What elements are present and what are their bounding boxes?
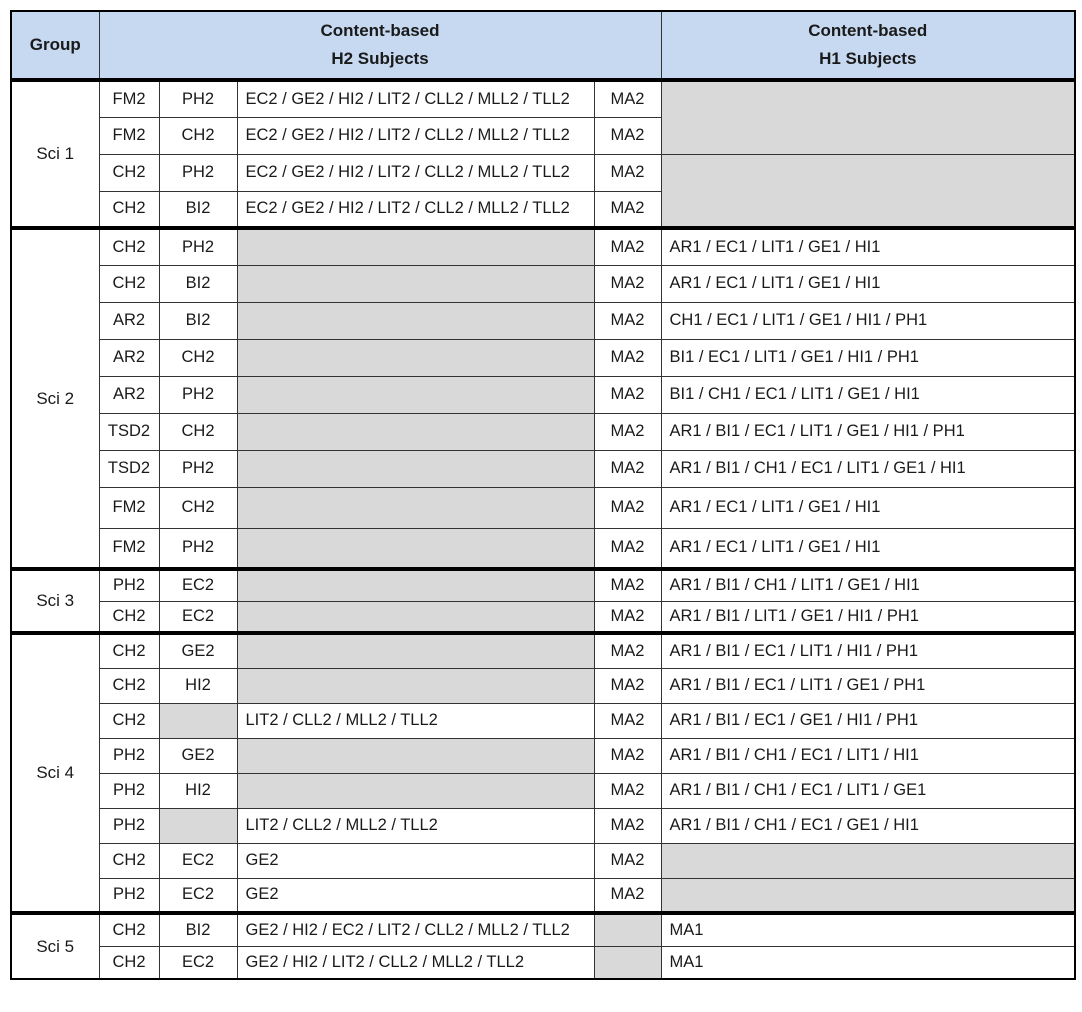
h2-subject-cell: MA2 [594,601,661,633]
h2-subject-cell [594,946,661,979]
table-row [11,738,1075,773]
h2-subject-cell: BI2 [159,265,237,302]
h1-subject-cell: BI1 / EC1 / LIT1 / GE1 / HI1 / PH1 [661,339,1075,376]
h2-subject-cell [159,703,237,738]
h2-subject-cell: MA2 [594,265,661,302]
h2-subject-cell: CH2 [99,913,159,946]
h2-subject-cell: CH2 [99,843,159,878]
h2-subject-cell: BI2 [159,302,237,339]
h1-subject-cell: CH1 / EC1 / LIT1 / GE1 / HI1 / PH1 [661,302,1075,339]
h2-subject-cell [237,569,594,601]
h2-subject-cell [594,913,661,946]
h2-subject-cell: CH2 [159,117,237,154]
h1-subject-cell: AR1 / BI1 / CH1 / EC1 / GE1 / HI1 [661,808,1075,843]
table-row [11,376,1075,413]
h1-subject-cell: AR1 / BI1 / EC1 / LIT1 / GE1 / PH1 [661,668,1075,703]
h2-subject-cell: AR2 [99,339,159,376]
group-label: Sci 5 [11,913,99,979]
h2-subject-cell [237,228,594,265]
table-row [11,946,1075,979]
h2-subject-cell: FM2 [99,528,159,569]
h2-subject-cell: PH2 [99,878,159,913]
table-row [11,668,1075,703]
h2-subject-cell: GE2 [237,878,594,913]
h2-subject-cell: EC2 / GE2 / HI2 / LIT2 / CLL2 / MLL2 / TLL2 [237,191,594,228]
table-row [11,569,1075,601]
h2-subject-cell: MA2 [594,808,661,843]
table-row [11,913,1075,946]
h2-subject-cell [237,376,594,413]
table-row [11,80,1075,117]
table-row [11,808,1075,843]
h2-subject-cell: GE2 / HI2 / LIT2 / CLL2 / MLL2 / TLL2 [237,946,594,979]
header-h1-subjects: Content-based H1 Subjects [661,11,1075,80]
table-row [11,450,1075,487]
h2-subject-cell: AR2 [99,376,159,413]
h2-subject-cell: MA2 [594,376,661,413]
h2-subject-cell: GE2 [159,633,237,668]
h2-subject-cell [237,528,594,569]
h2-subject-cell: MA2 [594,633,661,668]
h2-subject-cell: CH2 [99,191,159,228]
h2-subject-cell: EC2 / GE2 / HI2 / LIT2 / CLL2 / MLL2 / TLL2 [237,117,594,154]
h2-subject-cell: EC2 [159,946,237,979]
h2-subject-cell: MA2 [594,569,661,601]
h2-subject-cell: HI2 [159,773,237,808]
h1-subject-cell: AR1 / BI1 / EC1 / GE1 / HI1 / PH1 [661,703,1075,738]
h2-subject-cell: MA2 [594,339,661,376]
group-label: Sci 3 [11,569,99,633]
table-row [11,633,1075,668]
h1-subject-cell: AR1 / BI1 / LIT1 / GE1 / HI1 / PH1 [661,601,1075,633]
h1-subject-cell [661,843,1075,878]
h2-subject-cell: CH2 [159,339,237,376]
h2-subject-cell [237,265,594,302]
h2-subject-cell: PH2 [159,154,237,191]
h1-subject-cell: AR1 / BI1 / CH1 / EC1 / LIT1 / GE1 / HI1 [661,450,1075,487]
h2-subject-cell: EC2 [159,878,237,913]
h2-subject-cell: CH2 [99,154,159,191]
table-row [11,413,1075,450]
table-row [11,773,1075,808]
table-row [11,703,1075,738]
h2-subject-cell: HI2 [159,668,237,703]
h2-subject-cell: PH2 [159,450,237,487]
h2-subject-cell: GE2 / HI2 / EC2 / LIT2 / CLL2 / MLL2 / TLL2 [237,913,594,946]
h2-subject-cell: CH2 [99,946,159,979]
h2-subject-cell: PH2 [159,528,237,569]
h2-subject-cell: MA2 [594,450,661,487]
h2-subject-cell: MA2 [594,703,661,738]
table-row [11,228,1075,265]
table-body [11,80,1075,979]
header-h2-subjects: Content-based H2 Subjects [99,11,661,80]
h2-subject-cell [237,450,594,487]
table-row [11,154,1075,191]
h2-subject-cell [237,339,594,376]
h1-subject-cell: MA1 [661,946,1075,979]
h2-subject-cell [237,738,594,773]
h2-subject-cell: TSD2 [99,450,159,487]
subject-combinations-table [10,10,1076,980]
group-label: Sci 4 [11,633,99,913]
h2-subject-cell: PH2 [159,376,237,413]
h2-subject-cell: EC2 [159,569,237,601]
table-row [11,265,1075,302]
h2-subject-cell: PH2 [159,228,237,265]
h2-subject-cell: LIT2 / CLL2 / MLL2 / TLL2 [237,808,594,843]
h2-subject-cell: MA2 [594,528,661,569]
h2-subject-cell: CH2 [99,703,159,738]
table-row [11,601,1075,633]
h1-subject-cell: MA1 [661,913,1075,946]
h1-subject-cell: AR1 / EC1 / LIT1 / GE1 / HI1 [661,487,1075,528]
h2-subject-cell: MA2 [594,154,661,191]
h2-subject-cell: PH2 [99,808,159,843]
h2-subject-cell: MA2 [594,738,661,773]
h2-subject-cell [159,808,237,843]
table-row [11,878,1075,913]
h2-subject-cell: PH2 [99,773,159,808]
h2-subject-cell: MA2 [594,878,661,913]
h2-subject-cell: PH2 [159,80,237,117]
group-label: Sci 2 [11,228,99,569]
h2-subject-cell: MA2 [594,413,661,450]
h2-subject-cell: MA2 [594,843,661,878]
h2-subject-cell: MA2 [594,228,661,265]
h1-subject-cell: BI1 / CH1 / EC1 / LIT1 / GE1 / HI1 [661,376,1075,413]
h1-subject-cell: AR1 / EC1 / LIT1 / GE1 / HI1 [661,528,1075,569]
h2-subject-cell: PH2 [99,738,159,773]
h1-subject-cell [661,154,1075,228]
h2-subject-cell: EC2 [159,843,237,878]
h2-subject-cell [237,601,594,633]
h2-subject-cell: BI2 [159,191,237,228]
h2-subject-cell [237,302,594,339]
h2-subject-cell: CH2 [159,413,237,450]
h2-subject-cell: CH2 [99,265,159,302]
table-row [11,843,1075,878]
table-row [11,339,1075,376]
h1-subject-cell: AR1 / BI1 / EC1 / LIT1 / HI1 / PH1 [661,633,1075,668]
h2-subject-cell: EC2 / GE2 / HI2 / LIT2 / CLL2 / MLL2 / TLL2 [237,154,594,191]
h2-subject-cell: FM2 [99,487,159,528]
h2-subject-cell: CH2 [99,228,159,265]
h1-subject-cell: AR1 / BI1 / CH1 / EC1 / LIT1 / GE1 [661,773,1075,808]
header-row [11,11,1075,80]
h2-subject-cell: MA2 [594,117,661,154]
h2-subject-cell: MA2 [594,487,661,528]
h2-subject-cell [237,633,594,668]
h2-subject-cell: MA2 [594,668,661,703]
h2-subject-cell [237,487,594,528]
h1-subject-cell [661,878,1075,913]
h2-subject-cell: CH2 [99,601,159,633]
table-row [11,528,1075,569]
h2-subject-cell: FM2 [99,117,159,154]
h2-subject-cell: BI2 [159,913,237,946]
h2-subject-cell: EC2 / GE2 / HI2 / LIT2 / CLL2 / MLL2 / TLL2 [237,80,594,117]
h2-subject-cell: LIT2 / CLL2 / MLL2 / TLL2 [237,703,594,738]
h2-subject-cell: AR2 [99,302,159,339]
h2-subject-cell: TSD2 [99,413,159,450]
h2-subject-cell: MA2 [594,302,661,339]
h2-subject-cell: MA2 [594,191,661,228]
h1-subject-cell: AR1 / BI1 / CH1 / EC1 / LIT1 / HI1 [661,738,1075,773]
h2-subject-cell [237,413,594,450]
table-row [11,487,1075,528]
table-row [11,302,1075,339]
h2-subject-cell: MA2 [594,80,661,117]
h1-subject-cell: AR1 / EC1 / LIT1 / GE1 / HI1 [661,265,1075,302]
h2-subject-cell: GE2 [237,843,594,878]
h2-subject-cell: CH2 [99,668,159,703]
h2-subject-cell: PH2 [99,569,159,601]
h2-subject-cell [237,668,594,703]
h1-subject-cell: AR1 / BI1 / CH1 / LIT1 / GE1 / HI1 [661,569,1075,601]
h2-subject-cell [237,773,594,808]
h2-subject-cell: GE2 [159,738,237,773]
h2-subject-cell: CH2 [99,633,159,668]
h2-subject-cell: CH2 [159,487,237,528]
group-label: Sci 1 [11,80,99,228]
h1-subject-cell: AR1 / BI1 / EC1 / LIT1 / GE1 / HI1 / PH1 [661,413,1075,450]
h1-subject-cell: AR1 / EC1 / LIT1 / GE1 / HI1 [661,228,1075,265]
h2-subject-cell: EC2 [159,601,237,633]
h2-subject-cell: MA2 [594,773,661,808]
h1-subject-cell [661,80,1075,154]
header-group: Group [11,11,99,80]
h2-subject-cell: FM2 [99,80,159,117]
